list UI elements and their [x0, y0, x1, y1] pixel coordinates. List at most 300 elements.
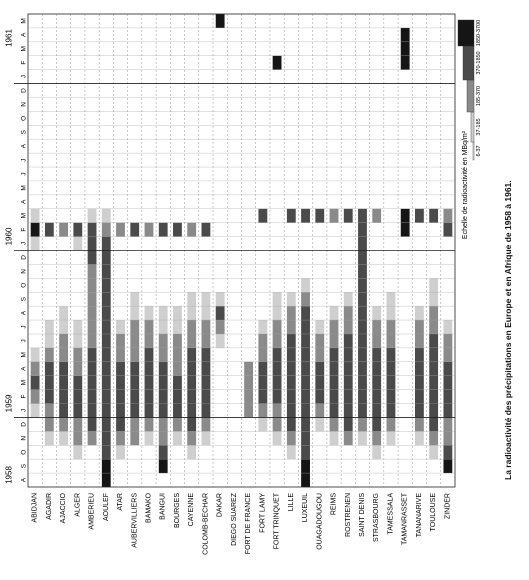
cell-tamessala-4 — [387, 417, 396, 431]
cell-strasbourg-5 — [372, 404, 381, 418]
cell-atar-8 — [116, 362, 125, 376]
cell-aubervilliers-6 — [130, 390, 139, 404]
cell-luxeuil-13 — [301, 292, 310, 306]
chart-caption: La radioactivité des précipitations en Europe et en Afrique de 1958 à 1961. — [503, 180, 513, 480]
cell-fort-trinquet-8 — [273, 362, 282, 376]
cell-bangui-8 — [159, 362, 168, 376]
cell-aubervilliers-7 — [130, 376, 139, 390]
cell-toulouse-13 — [429, 292, 438, 306]
cell-atar-6 — [116, 390, 125, 404]
cell-reims-10 — [330, 334, 339, 348]
cell-lille-12 — [287, 306, 296, 320]
cell-zinder-6 — [443, 390, 452, 404]
cell-bourges-12 — [173, 306, 182, 320]
cell-amberieu-14 — [88, 278, 97, 292]
cell-tananarive-5 — [415, 404, 424, 418]
cell-alger-17 — [73, 237, 82, 251]
cell-colomb-bechar-12 — [202, 306, 211, 320]
station-label: TAMANRASSET — [401, 493, 409, 545]
cell-lille-11 — [287, 320, 296, 334]
month-label: A — [20, 477, 28, 483]
cell-fort-lamy-5 — [258, 404, 267, 418]
cell-cayenne-18 — [187, 223, 196, 237]
month-label: N — [20, 269, 28, 274]
cell-tananarive-12 — [415, 306, 424, 320]
cell-aoulef-17 — [102, 237, 111, 251]
station-label: FORT DE FRANCE — [245, 493, 253, 555]
cell-dakar-33 — [216, 14, 225, 28]
year-label: 1958 — [4, 466, 14, 484]
cell-abidjan-5 — [31, 404, 40, 418]
cell-aoulef-13 — [102, 292, 111, 306]
legend-title: Echelle de radioactivité en MBq/m² — [462, 130, 469, 240]
cell-zinder-5 — [443, 404, 452, 418]
cell-amberieu-17 — [88, 237, 97, 251]
month-label: F — [20, 227, 28, 232]
cell-fort-trinquet-4 — [273, 417, 282, 431]
cell-aoulef-8 — [102, 362, 111, 376]
cell-bourges-18 — [173, 223, 182, 237]
cell-aubervilliers-3 — [130, 431, 139, 445]
cell-tananarive-19 — [415, 209, 424, 223]
month-label: O — [20, 282, 28, 288]
cell-ouagadougou-4 — [315, 417, 324, 431]
cell-tamessala-5 — [387, 404, 396, 418]
cell-luxeuil-12 — [301, 306, 310, 320]
cell-bangui-18 — [159, 223, 168, 237]
cell-bourges-9 — [173, 348, 182, 362]
cell-zinder-2 — [443, 445, 452, 459]
month-label: J — [20, 74, 28, 79]
cell-abidjan-18 — [31, 223, 40, 237]
cell-alger-10 — [73, 334, 82, 348]
month-label: A — [20, 199, 28, 204]
cell-saint-denis-10 — [358, 334, 367, 348]
cell-luxeuil-8 — [301, 362, 310, 376]
station-label: FORT TRINQUET — [273, 493, 281, 550]
cell-amberieu-4 — [88, 417, 97, 431]
cell-alger-5 — [73, 404, 82, 418]
cell-tamessala-9 — [387, 348, 396, 362]
cell-rostrenen-3 — [344, 431, 353, 445]
cell-fort-lamy-11 — [258, 320, 267, 334]
station-label: CAYENNE — [188, 493, 196, 527]
cell-bourges-7 — [173, 376, 182, 390]
cell-luxeuil-2 — [301, 445, 310, 459]
cell-toulouse-14 — [429, 278, 438, 292]
cell-colomb-bechar-6 — [202, 390, 211, 404]
cell-bourges-4 — [173, 417, 182, 431]
cell-amberieu-11 — [88, 320, 97, 334]
cell-amberieu-16 — [88, 251, 97, 265]
cell-tamessala-12 — [387, 306, 396, 320]
cell-cayenne-8 — [187, 362, 196, 376]
cell-strasbourg-11 — [372, 320, 381, 334]
cell-atar-18 — [116, 223, 125, 237]
cell-bangui-1 — [159, 459, 168, 473]
cell-alger-2 — [73, 445, 82, 459]
legend-swatch — [473, 142, 474, 160]
year-label: 1959 — [4, 394, 14, 413]
cell-atar-2 — [116, 445, 125, 459]
legend-label: 370-1850 — [476, 51, 482, 75]
cell-toulouse-2 — [429, 445, 438, 459]
cell-zinder-18 — [443, 223, 452, 237]
cell-tamessala-7 — [387, 376, 396, 390]
station-label: AJACCIO — [60, 493, 68, 524]
cell-fort-lamy-4 — [258, 417, 267, 431]
cell-cayenne-5 — [187, 404, 196, 418]
cell-cayenne-7 — [187, 376, 196, 390]
cell-abidjan-19 — [31, 209, 40, 223]
cell-fort-lamy-19 — [258, 209, 267, 223]
cell-saint-denis-16 — [358, 251, 367, 265]
cell-cayenne-3 — [187, 431, 196, 445]
cell-aoulef-6 — [102, 390, 111, 404]
cell-bangui-4 — [159, 417, 168, 431]
cell-abidjan-17 — [31, 237, 40, 251]
cell-aubervilliers-9 — [130, 348, 139, 362]
cell-agadir-10 — [45, 334, 54, 348]
cell-tamanrasset-32 — [401, 28, 410, 42]
cell-colomb-bechar-4 — [202, 417, 211, 431]
month-label: A — [20, 32, 28, 38]
cell-strasbourg-8 — [372, 362, 381, 376]
cell-toulouse-3 — [429, 431, 438, 445]
cell-cayenne-4 — [187, 417, 196, 431]
cell-tamanrasset-30 — [401, 56, 410, 70]
cell-saint-denis-8 — [358, 362, 367, 376]
month-label: D — [20, 422, 28, 427]
month-label: M — [20, 213, 28, 219]
cell-rostrenen-6 — [344, 390, 353, 404]
cell-fort-trinquet-12 — [273, 306, 282, 320]
cell-bamako-9 — [145, 348, 154, 362]
cell-amberieu-3 — [88, 431, 97, 445]
cell-strasbourg-9 — [372, 348, 381, 362]
cell-aoulef-15 — [102, 264, 111, 278]
cell-zinder-1 — [443, 459, 452, 473]
cell-amberieu-8 — [88, 362, 97, 376]
month-label: J — [20, 158, 28, 162]
cell-alger-9 — [73, 348, 82, 362]
cell-amberieu-12 — [88, 306, 97, 320]
station-label: AMBERIEU — [88, 493, 96, 530]
month-label: N — [20, 435, 28, 441]
cell-aoulef-9 — [102, 348, 111, 362]
station-label: AGADIR — [45, 493, 53, 520]
cell-luxeuil-3 — [301, 431, 310, 445]
cell-luxeuil-9 — [301, 348, 310, 362]
station-label: BAMAKO — [145, 493, 153, 523]
cell-bangui-5 — [159, 404, 168, 418]
cell-ajaccio-18 — [59, 223, 68, 237]
cell-saint-denis-15 — [358, 264, 367, 278]
cell-aoulef-11 — [102, 320, 111, 334]
cell-reims-9 — [330, 348, 339, 362]
cell-atar-4 — [116, 417, 125, 431]
cell-bamako-7 — [145, 376, 154, 390]
station-label: COLOMB-BECHAR — [202, 493, 210, 555]
cell-bourges-6 — [173, 390, 182, 404]
cell-fort-trinquet-30 — [273, 56, 282, 70]
cell-aoulef-19 — [102, 209, 111, 223]
cell-alger-18 — [73, 223, 82, 237]
cell-cayenne-13 — [187, 292, 196, 306]
cell-bangui-9 — [159, 348, 168, 362]
cell-bamako-12 — [145, 306, 154, 320]
cell-lille-9 — [287, 348, 296, 362]
cell-saint-denis-13 — [358, 292, 367, 306]
month-label: M — [20, 18, 28, 24]
cell-strasbourg-10 — [372, 334, 381, 348]
cell-saint-denis-4 — [358, 417, 367, 431]
cell-aubervilliers-4 — [130, 417, 139, 431]
cell-bangui-12 — [159, 306, 168, 320]
cell-atar-9 — [116, 348, 125, 362]
cell-bamako-10 — [145, 334, 154, 348]
station-label: TANANARIVE — [415, 493, 423, 538]
cell-lille-13 — [287, 292, 296, 306]
month-label: S — [20, 130, 28, 135]
legend-swatch — [458, 20, 474, 46]
cell-fort-lamy-7 — [258, 376, 267, 390]
month-label: M — [20, 352, 28, 358]
cell-ouagadougou-19 — [315, 209, 324, 223]
cell-tamessala-13 — [387, 292, 396, 306]
cell-rostrenen-12 — [344, 306, 353, 320]
cell-zinder-9 — [443, 348, 452, 362]
cell-aoulef-3 — [102, 431, 111, 445]
cell-tamessala-10 — [387, 334, 396, 348]
cell-tamessala-11 — [387, 320, 396, 334]
cell-reims-4 — [330, 417, 339, 431]
cell-reims-19 — [330, 209, 339, 223]
cell-ajaccio-3 — [59, 431, 68, 445]
cell-dakar-13 — [216, 292, 225, 306]
cell-tananarive-7 — [415, 376, 424, 390]
cell-amberieu-18 — [88, 223, 97, 237]
station-label: ROSTRENEN — [344, 493, 352, 537]
cell-agadir-5 — [45, 404, 54, 418]
cell-fort-trinquet-9 — [273, 348, 282, 362]
cell-bourges-5 — [173, 404, 182, 418]
month-label: M — [20, 46, 28, 52]
station-label: BANGUI — [159, 493, 167, 520]
cell-cayenne-6 — [187, 390, 196, 404]
cell-colomb-bechar-9 — [202, 348, 211, 362]
cell-reims-8 — [330, 362, 339, 376]
cell-abidjan-8 — [31, 362, 40, 376]
cell-ajaccio-6 — [59, 390, 68, 404]
cell-saint-denis-5 — [358, 404, 367, 418]
cell-amberieu-9 — [88, 348, 97, 362]
cell-alger-4 — [73, 417, 82, 431]
cell-bamako-6 — [145, 390, 154, 404]
cell-colomb-bechar-11 — [202, 320, 211, 334]
legend-swatch — [467, 80, 474, 112]
station-label: TAMESSALA — [387, 493, 395, 535]
cell-alger-3 — [73, 431, 82, 445]
cell-ouagadougou-6 — [315, 390, 324, 404]
cell-ouagadougou-5 — [315, 404, 324, 418]
cell-saint-denis-6 — [358, 390, 367, 404]
cell-ajaccio-7 — [59, 376, 68, 390]
cell-zinder-19 — [443, 209, 452, 223]
station-label: ZINDER — [444, 493, 452, 520]
year-label: 1960 — [4, 227, 14, 246]
cell-saint-denis-9 — [358, 348, 367, 362]
cell-strasbourg-12 — [372, 306, 381, 320]
cell-reims-5 — [330, 404, 339, 418]
cell-bamako-18 — [145, 223, 154, 237]
station-label: BOURGES — [173, 493, 181, 529]
station-label: DAKAR — [216, 493, 224, 518]
cell-dakar-12 — [216, 306, 225, 320]
legend-swatch — [463, 46, 474, 80]
cell-bourges-8 — [173, 362, 182, 376]
month-label: F — [20, 60, 28, 65]
station-label: ATAR — [117, 493, 125, 511]
cell-lille-4 — [287, 417, 296, 431]
month-label: D — [20, 255, 28, 260]
cell-ouagadougou-10 — [315, 334, 324, 348]
cell-saint-denis-17 — [358, 237, 367, 251]
cell-toulouse-6 — [429, 390, 438, 404]
cell-luxeuil-14 — [301, 278, 310, 292]
cell-strasbourg-3 — [372, 431, 381, 445]
month-label: J — [20, 325, 28, 329]
cell-dakar-11 — [216, 320, 225, 334]
cell-tamanrasset-18 — [401, 223, 410, 237]
cell-rostrenen-5 — [344, 404, 353, 418]
legend-label: 6-37 — [476, 145, 482, 157]
station-label: DIEGO SUAREZ — [230, 493, 238, 546]
cell-saint-denis-18 — [358, 223, 367, 237]
month-label: S — [20, 463, 28, 469]
cell-saint-denis-19 — [358, 209, 367, 223]
cell-rostrenen-4 — [344, 417, 353, 431]
cell-ouagadougou-11 — [315, 320, 324, 334]
cell-tamessala-8 — [387, 362, 396, 376]
cell-aoulef-5 — [102, 404, 111, 418]
month-label: F — [20, 394, 28, 399]
cell-bangui-11 — [159, 320, 168, 334]
cell-ajaccio-10 — [59, 334, 68, 348]
month-label: J — [20, 339, 28, 343]
station-label: AOULEF — [102, 493, 110, 522]
cell-abidjan-7 — [31, 376, 40, 390]
month-label: O — [20, 449, 28, 455]
month-label: A — [20, 310, 28, 316]
month-label: M — [20, 379, 28, 386]
cell-zinder-4 — [443, 417, 452, 431]
cell-luxeuil-0 — [301, 473, 310, 487]
station-label: ALGER — [74, 493, 82, 517]
month-label: J — [20, 241, 28, 246]
cell-luxeuil-11 — [301, 320, 310, 334]
cell-zinder-11 — [443, 320, 452, 334]
cell-rostrenen-9 — [344, 348, 353, 362]
cell-zinder-7 — [443, 376, 452, 390]
cell-amberieu-15 — [88, 264, 97, 278]
cell-amberieu-6 — [88, 390, 97, 404]
cell-tananarive-4 — [415, 417, 424, 431]
cell-cayenne-9 — [187, 348, 196, 362]
cell-abidjan-6 — [31, 390, 40, 404]
cell-saint-denis-3 — [358, 431, 367, 445]
cell-rostrenen-8 — [344, 362, 353, 376]
cell-lille-5 — [287, 404, 296, 418]
cell-bangui-2 — [159, 445, 168, 459]
cell-toulouse-12 — [429, 306, 438, 320]
cell-aubervilliers-11 — [130, 320, 139, 334]
cell-zinder-10 — [443, 334, 452, 348]
cell-fort-trinquet-11 — [273, 320, 282, 334]
station-label: LILLE — [287, 493, 295, 512]
cell-colomb-bechar-8 — [202, 362, 211, 376]
month-label: N — [20, 102, 28, 107]
cell-aoulef-16 — [102, 251, 111, 265]
cell-ajaccio-12 — [59, 306, 68, 320]
cell-colomb-bechar-3 — [202, 431, 211, 445]
cell-toulouse-7 — [429, 376, 438, 390]
cell-saint-denis-14 — [358, 278, 367, 292]
cell-ajaccio-4 — [59, 417, 68, 431]
cell-fort-trinquet-7 — [273, 376, 282, 390]
cell-toulouse-19 — [429, 209, 438, 223]
cell-aoulef-7 — [102, 376, 111, 390]
cell-fort-lamy-6 — [258, 390, 267, 404]
year-label: 1961 — [4, 29, 14, 47]
cell-tananarive-3 — [415, 431, 424, 445]
cell-alger-6 — [73, 390, 82, 404]
cell-cayenne-10 — [187, 334, 196, 348]
station-label: LUXEUIL — [302, 493, 310, 523]
cell-lille-19 — [287, 209, 296, 223]
cell-tamessala-6 — [387, 390, 396, 404]
cell-tamanrasset-31 — [401, 42, 410, 56]
cell-bangui-3 — [159, 431, 168, 445]
cell-tamanrasset-19 — [401, 209, 410, 223]
cell-rostrenen-7 — [344, 376, 353, 390]
cell-strasbourg-19 — [372, 209, 381, 223]
cell-ouagadougou-8 — [315, 362, 324, 376]
cell-rostrenen-19 — [344, 209, 353, 223]
cell-cayenne-12 — [187, 306, 196, 320]
cell-colomb-bechar-13 — [202, 292, 211, 306]
cell-atar-5 — [116, 404, 125, 418]
month-label: D — [20, 88, 28, 93]
cell-lille-6 — [287, 390, 296, 404]
station-label: OUAGADOUGOU — [316, 493, 324, 550]
cell-toulouse-10 — [429, 334, 438, 348]
cell-tananarive-8 — [415, 362, 424, 376]
cell-fort-de-france-8 — [244, 362, 253, 376]
cell-bamako-8 — [145, 362, 154, 376]
cell-luxeuil-6 — [301, 390, 310, 404]
cell-strasbourg-4 — [372, 417, 381, 431]
cell-amberieu-7 — [88, 376, 97, 390]
station-label: STRASBOURG — [373, 493, 381, 543]
cell-agadir-6 — [45, 390, 54, 404]
month-label: J — [20, 172, 28, 176]
cell-fort-lamy-8 — [258, 362, 267, 376]
cell-bourges-11 — [173, 320, 182, 334]
cell-agadir-18 — [45, 223, 54, 237]
cell-luxeuil-7 — [301, 376, 310, 390]
cell-alger-11 — [73, 320, 82, 334]
